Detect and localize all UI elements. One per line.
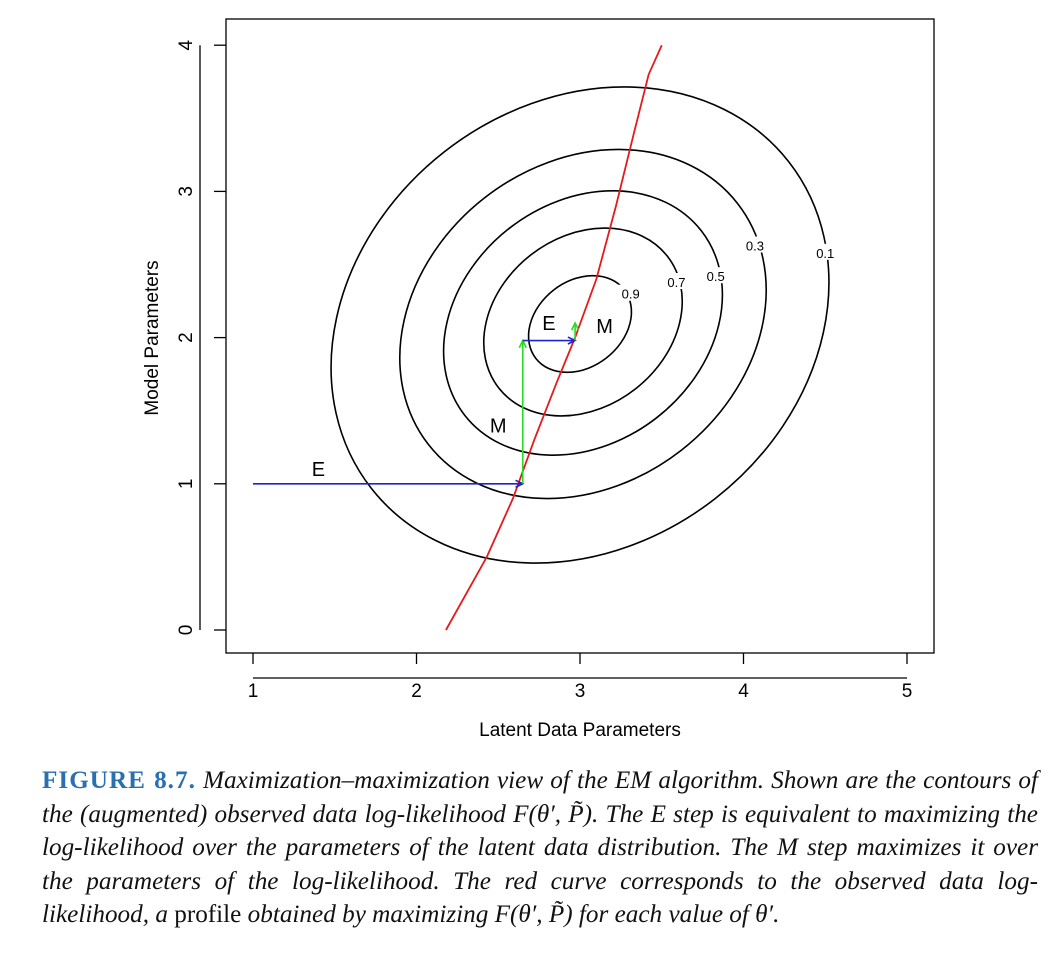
contour-lines <box>236 0 925 662</box>
axes <box>176 39 912 702</box>
y-tick-label: 1 <box>176 478 197 490</box>
plot-frame <box>226 19 934 653</box>
figure-label: FIGURE 8.7. <box>42 767 196 794</box>
caption-line-2: are the contours of the (augmented) observed data log-likelihood F(θ′, P̃). The <box>42 767 1039 828</box>
x-tick-label: 4 <box>738 681 749 702</box>
contour-line-0.5 <box>391 136 775 510</box>
caption-line-6-prefix: profile <box>174 901 242 929</box>
contour-label: 0.1 <box>816 245 835 261</box>
step-label-E: E <box>542 312 556 335</box>
contour-labels <box>618 236 839 301</box>
caption-line-4: latent data distribution. The M step maximizes it over the parameters of the <box>42 834 1039 895</box>
y-tick-label: 2 <box>176 332 197 343</box>
y-tick-label: 4 <box>176 39 197 51</box>
contour-line-0.3 <box>330 77 836 571</box>
figure-caption <box>42 764 1038 932</box>
contour-label: 0.5 <box>706 269 725 285</box>
x-axis-label: Latent Data Parameters <box>479 720 681 741</box>
caption-line-3: E step is equivalent to maximizing the log-likelihood over the parameters of the <box>42 800 1038 862</box>
contour-label: 0.3 <box>745 238 764 254</box>
caption-line-6: obtained by maximizing F(θ′, P̃) for each value of θ′. <box>247 901 780 929</box>
x-tick-label: 3 <box>574 681 586 702</box>
y-axis-label: Model Parameters <box>142 260 163 416</box>
step-label-E: E <box>311 459 326 482</box>
step-label-M: M <box>596 315 613 338</box>
y-tick-label: 0 <box>176 624 197 636</box>
contour-label: 0.7 <box>667 275 686 291</box>
contour-line-0.7 <box>446 189 719 455</box>
step-label-M: M <box>489 415 507 438</box>
red-profile-curve <box>446 45 662 630</box>
x-tick-label: 2 <box>411 681 422 702</box>
x-tick-label: 5 <box>901 681 913 702</box>
contour-line-0.1 <box>236 0 925 662</box>
caption-line-5: log-likelihood. The red curve corresponds to the observed data log-likelihood, a <box>42 867 1038 929</box>
red-profile-curve-group <box>446 45 662 630</box>
y-tick-label: 3 <box>176 186 197 197</box>
caption-line-1: Maximization–maximization view of the EM algorithm. Shown <box>203 767 839 794</box>
contour-label: 0.9 <box>621 286 640 302</box>
x-tick-label: 1 <box>247 681 259 702</box>
em-steps <box>253 313 613 487</box>
